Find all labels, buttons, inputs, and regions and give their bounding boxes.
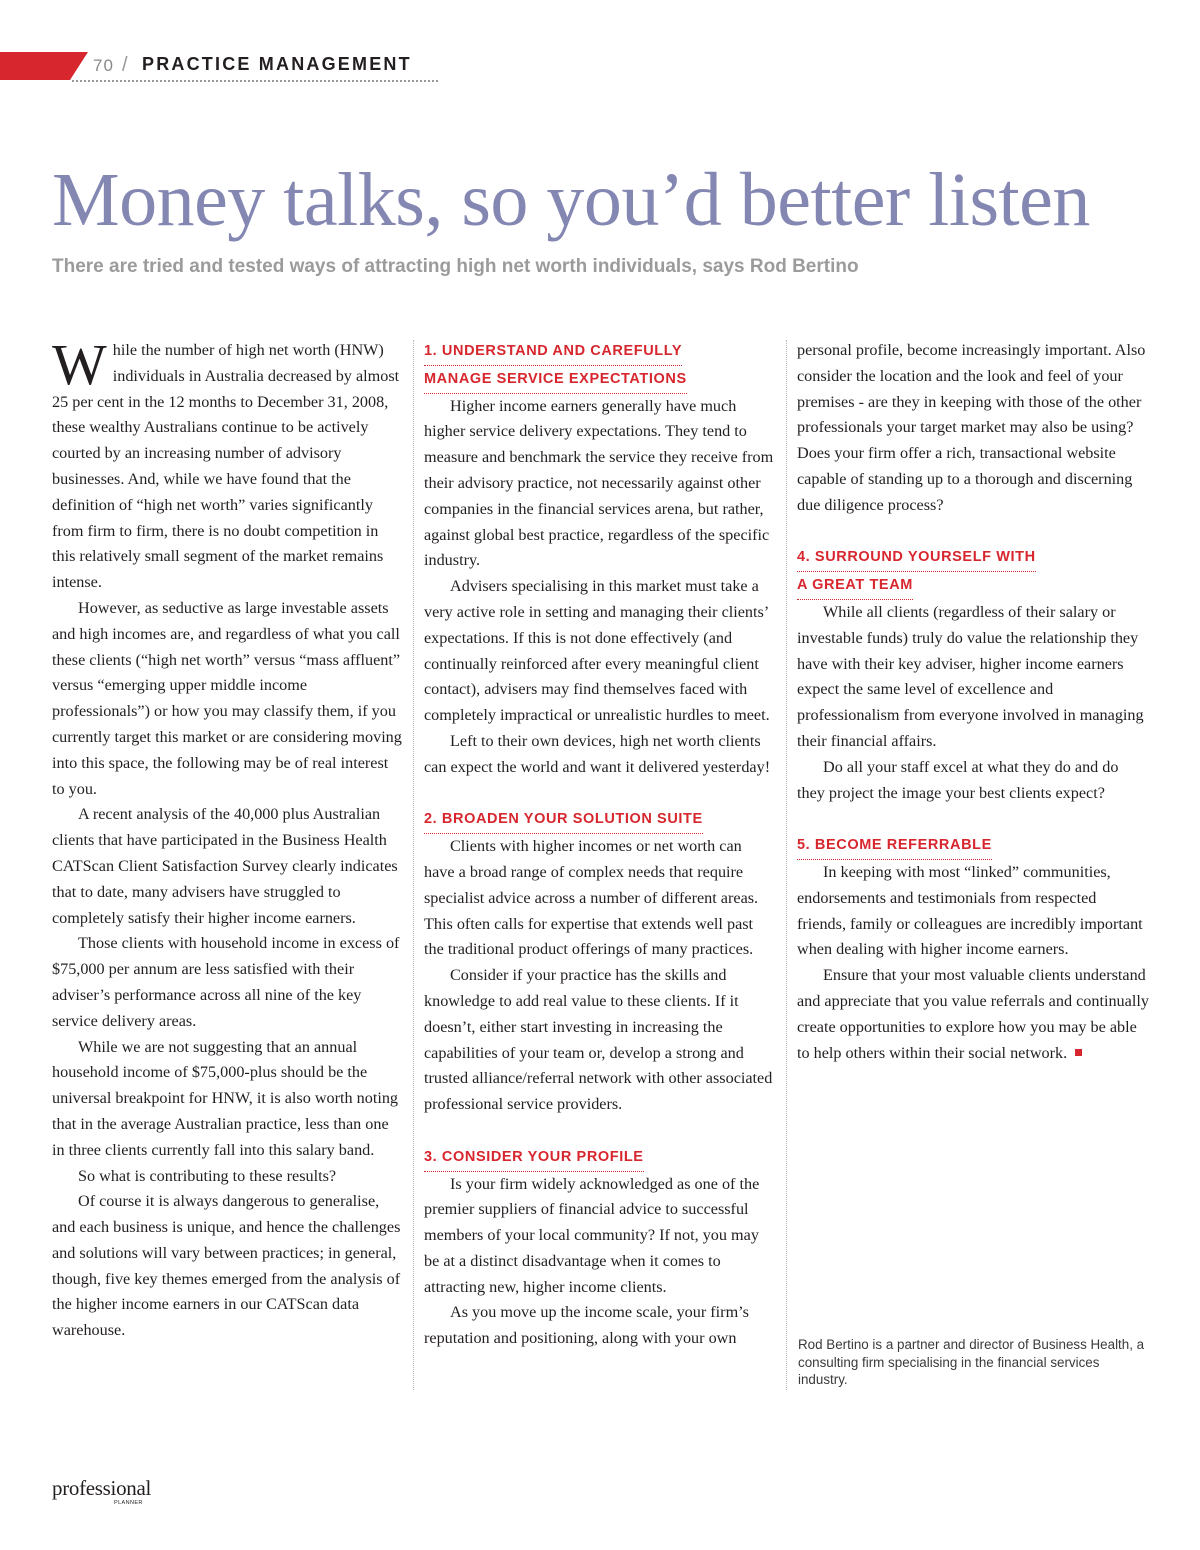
subheading-2: [424, 806, 774, 834]
subheading-line: A GREAT TEAM: [797, 573, 913, 600]
body-paragraph: Left to their own devices, high net worth clients can expect the world and want it delivered yesterday!: [424, 731, 771, 776]
end-of-article-mark: [1075, 1049, 1082, 1056]
article-column-2: [424, 338, 774, 1352]
paragraph-text: Ensure that your most valuable clients understand and appreciate that you value referrals and continually create opportunities to explore how you may be able to help others within their social network.: [797, 966, 1149, 1062]
article-column-3: [797, 338, 1149, 1066]
body-paragraph: While we are not suggesting that an annual household income of $75,000-plus should be the universal breakpoint for HNW, it is also worth noting that in the average Australian practice, less than one in three clients currently fall into this salary band.: [52, 1037, 399, 1159]
body-paragraph: Higher income earners generally have much higher service delivery expectations. They tend to measure and benchmark the service they receive from their advisory practice, not necessarily against other companies in the financial services arena, but rather, against global best practice, regardless of the specific industry.: [424, 396, 774, 570]
article-standfirst: There are tried and tested ways of attracting high net worth individuals, says Rod Bertino: [52, 256, 859, 277]
body-paragraph: Advisers specialising in this market must take a very active role in setting and managing their clients’ expectations. If this is not done effectively (and continually reinforced after every meaningful client contact), advisers may find themselves faced with completely impractical or unrealistic hurdles to meet.: [424, 577, 770, 725]
subheading-3: [424, 1144, 774, 1172]
body-paragraph: Is your firm widely acknowledged as one of the premier suppliers of financial advice to successful members of your local community? If not, you may be at a distinct disadvantage when it comes to attracting new, higher income clients.: [424, 1174, 760, 1296]
column-divider-2: [786, 340, 787, 1390]
body-paragraph: However, as seductive as large investable assets and high incomes are, and regardless of what you call these clients (“high net worth” versus “mass affluent” versus “emerging upper middle income professionals”) or how you may classify them, if you currently target this market or are considering moving into this space, the following may be of real interest to you.: [52, 598, 402, 798]
body-paragraph: Clients with higher incomes or net worth can have a broad range of complex needs that require specialist advice across a number of different areas. This often calls for expertise that extends well past the traditional product offerings of many practices.: [424, 837, 759, 959]
subheading-4: [797, 544, 1149, 600]
section-title: PRACTICE MANAGEMENT: [142, 54, 412, 74]
body-paragraph: [797, 963, 1149, 1066]
subheading-5: [797, 832, 1149, 860]
accent-bar-slash: [70, 52, 88, 80]
drop-cap: W: [52, 332, 107, 397]
magazine-logo: professional: [52, 1476, 152, 1500]
body-paragraph: Consider if your practice has the skills and knowledge to add real value to these clients. If it doesn’t, either start investing in increasing the capabilities of your team or, develop a strong and trusted alliance/referral network with other associated professional service providers.: [424, 966, 773, 1114]
body-paragraph: In keeping with most “linked” communities, endorsements and testimonials from respected friends, family or colleagues are incredibly important when dealing with higher income earners.: [797, 862, 1143, 959]
body-paragraph: Those clients with household income in excess of $75,000 per annum are less satisfied with their adviser’s performance across all nine of the key service delivery areas.: [52, 934, 400, 1030]
subheading-line: MANAGE SERVICE EXPECTATIONS: [424, 367, 687, 394]
magazine-logo-sub: PLANNER: [114, 1500, 143, 1506]
body-paragraph: A recent analysis of the 40,000 plus Australian clients that have participated in the Business Health CATScan Client Satisfaction Survey clearly indicates that to date, many advisers have struggled to completely satisfy their higher income earners.: [52, 805, 398, 927]
body-paragraph: Of course it is always dangerous to generalise, and each business is unique, and hence the challenges and solutions will vary between practices; in general, though, five key themes emerged from the analysis of the higher income earners in our CATScan data warehouse.: [52, 1192, 401, 1340]
subheading-line: 3. CONSIDER YOUR PROFILE: [424, 1145, 644, 1172]
article-column-1: [52, 332, 404, 1344]
paragraph-text: hile the number of high net worth (HNW) individuals in Australia decreased by almost 25 per cent in the 12 months to December 31, 2008, these wealthy Australians continue to be actively courted by an increasing number of advisory businesses. And, while we have found that the definition of “high net worth” varies significantly from firm to firm, there is no doubt competition in this relatively small segment of the market remains intense.: [52, 341, 400, 592]
body-paragraph: [52, 332, 404, 596]
subheading-line: 5. BECOME REFERRABLE: [797, 833, 992, 860]
article-headline: Money talks, so you’d better listen: [52, 158, 1090, 242]
header-dotted-rule: [72, 80, 438, 82]
subheading-line: 1. UNDERSTAND AND CAREFULLY: [424, 339, 682, 366]
body-paragraph: personal profile, become increasingly important. Also consider the location and the look and feel of your premises - are they in keeping with those of the other professionals your target market may also be using? Does your firm offer a rich, transactional website capable of standing up to a thorough and discerning due diligence process?: [797, 341, 1146, 514]
author-bio: Rod Bertino is a partner and director of Business Health, a consulting firm specialising in the financial services industry.: [798, 1337, 1145, 1387]
header-separator: /: [122, 54, 128, 76]
body-paragraph: As you move up the income scale, your firm’s reputation and positioning, along with your own: [424, 1303, 749, 1348]
body-paragraph: So what is contributing to these results?: [78, 1166, 337, 1185]
subheading-1: [424, 338, 774, 394]
column-divider-1: [413, 340, 414, 1390]
body-paragraph: While all clients (regardless of their salary or investable funds) truly do value the relationship they have with their key adviser, higher income earners expect the same level of excellence and professionalism from everyone involved in managing their financial affairs.: [797, 602, 1144, 750]
body-paragraph: Do all your staff excel at what they do and do they project the image your best clients expect?: [797, 757, 1119, 802]
subheading-line: 2. BROADEN YOUR SOLUTION SUITE: [424, 807, 703, 834]
page-number: 70: [93, 56, 114, 75]
subheading-line: 4. SURROUND YOURSELF WITH: [797, 545, 1036, 572]
